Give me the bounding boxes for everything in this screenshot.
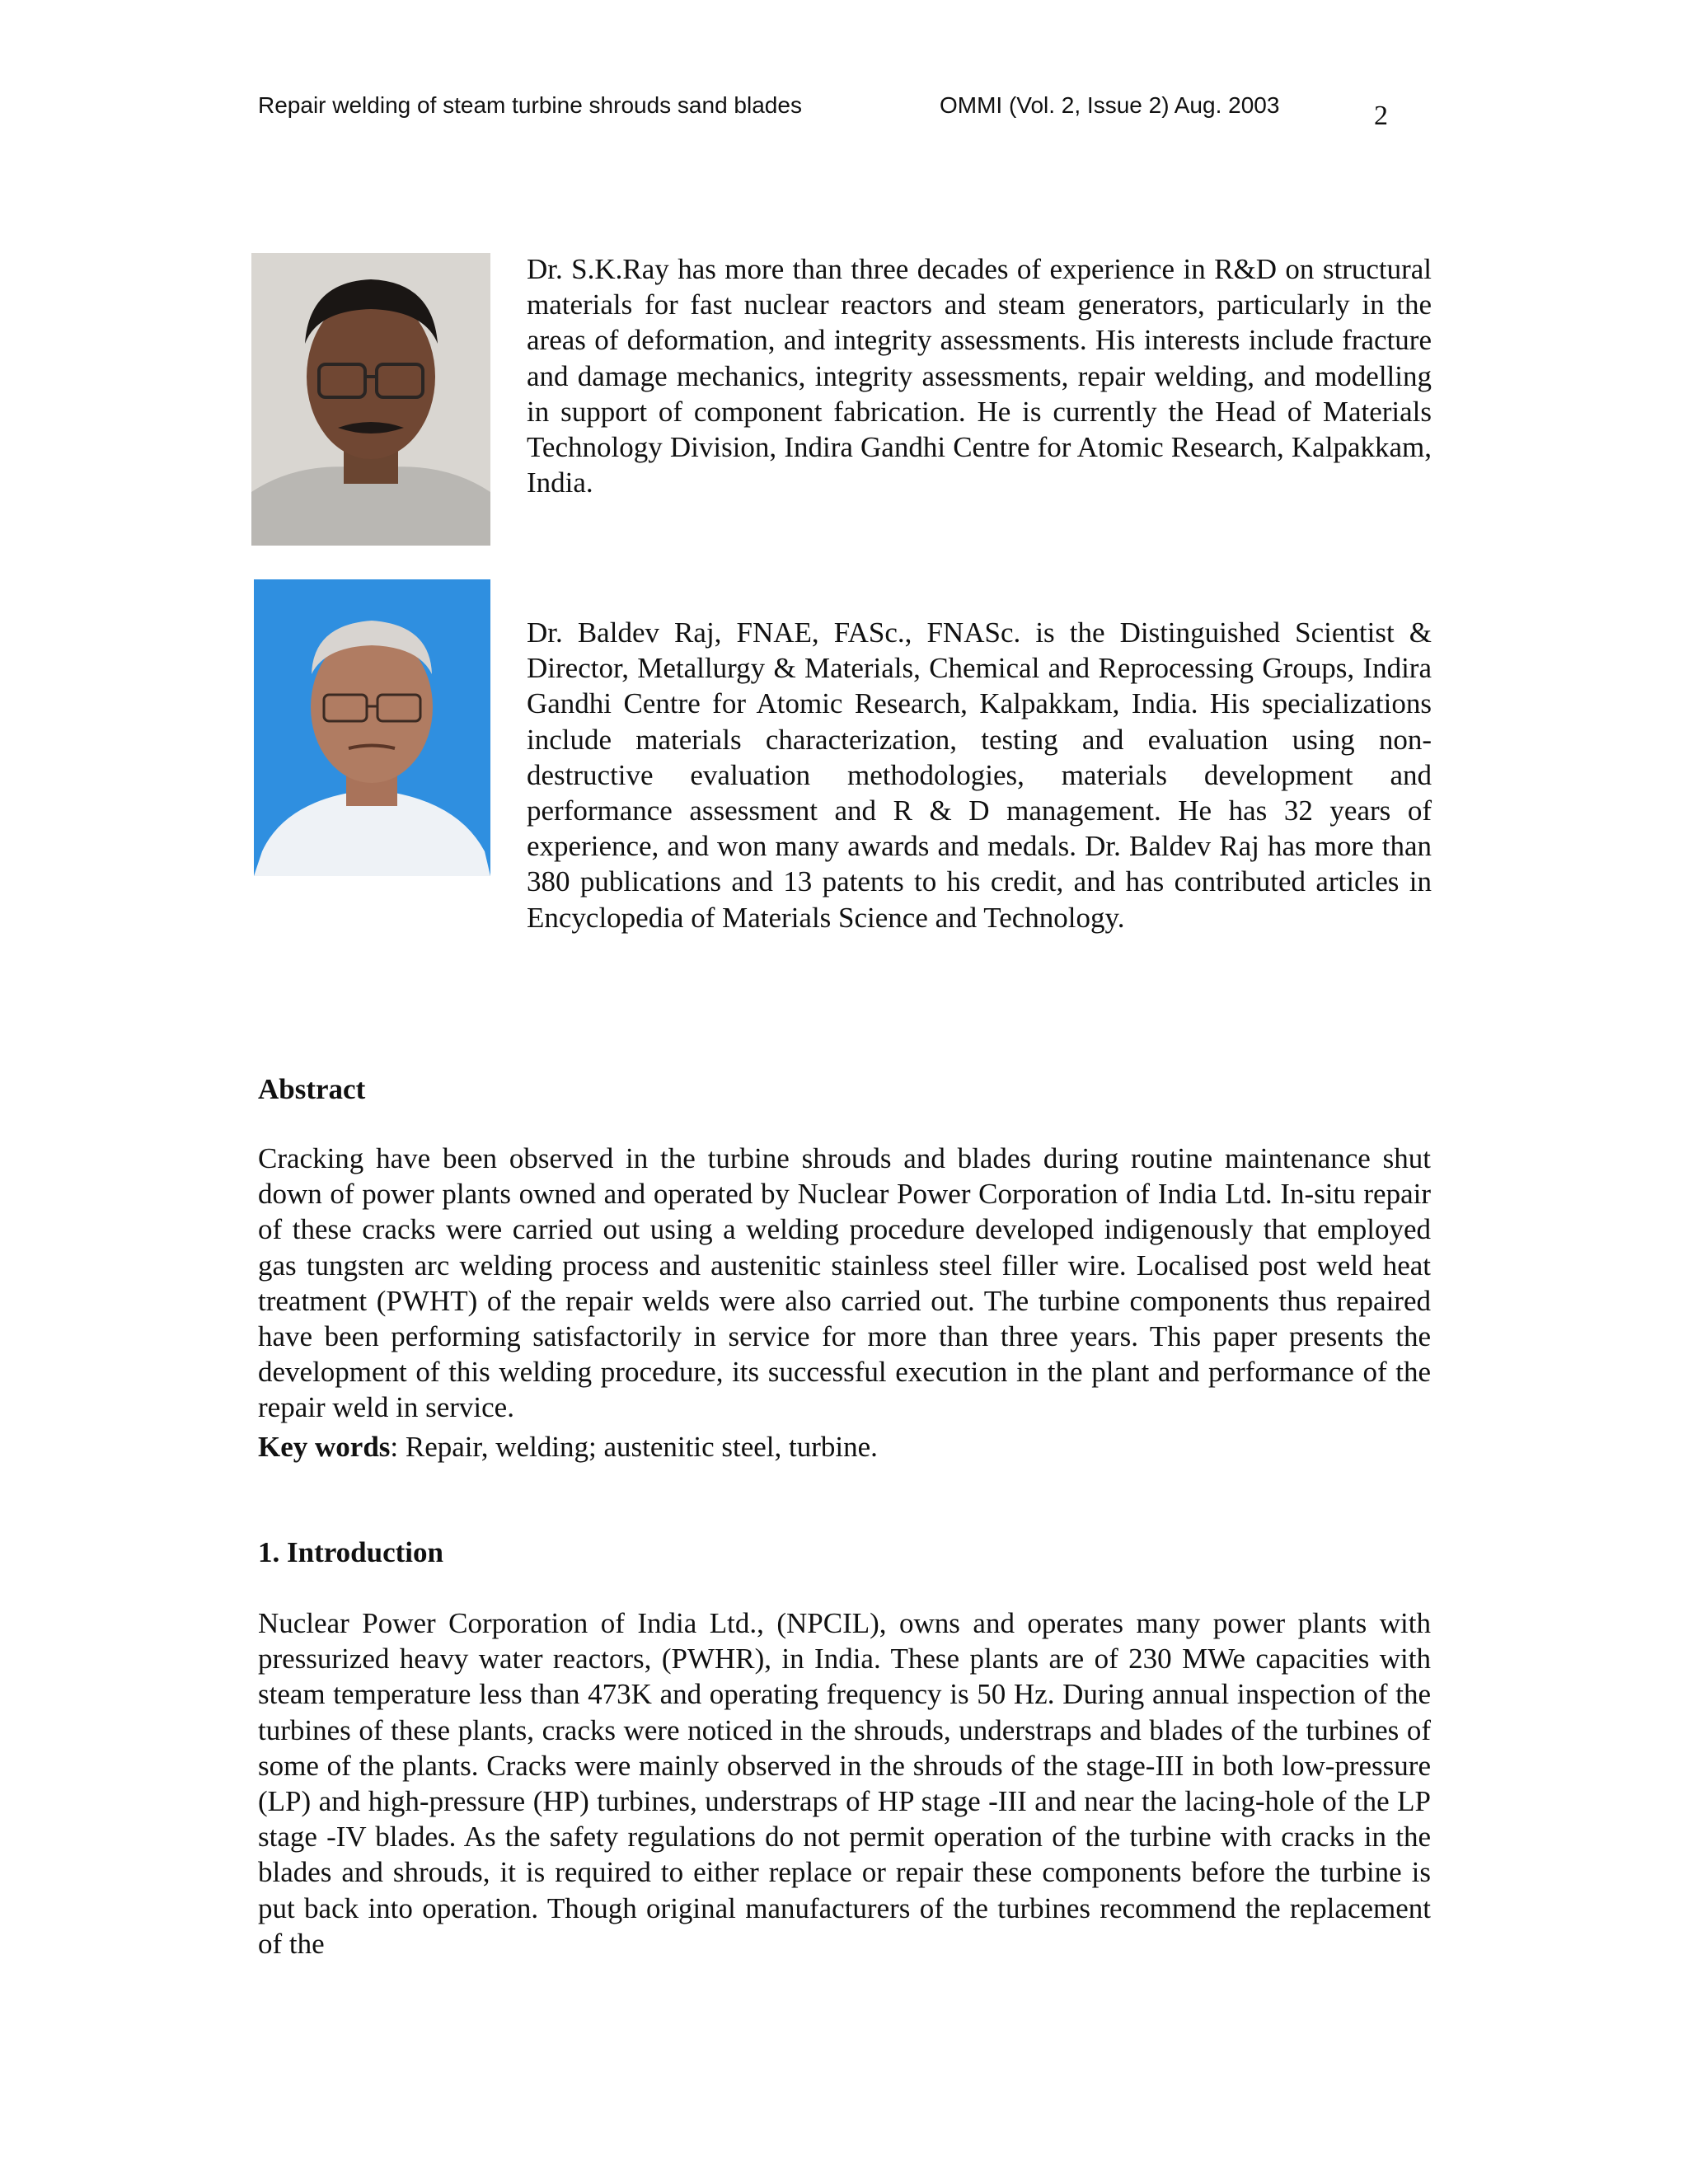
author-photo-ray (251, 253, 490, 546)
header-paper-title: Repair welding of steam turbine shrouds sand blades (258, 92, 802, 118)
author-photo-raj (254, 579, 490, 876)
header-journal-citation: OMMI (Vol. 2, Issue 2) Aug. 2003 (940, 92, 1280, 118)
abstract-heading: Abstract (258, 1073, 366, 1105)
author-bio-ray: Dr. S.K.Ray has more than three decades of experience in R&D on structural materials for fast nuclear reactors and steam generators, particularly in the areas of deformation, and integrity assessments. His interests include fracture and damage mechanics, integrity assessments, repair welding, and modelling in support of component fabrication. He is currently the Head of Materials Technology Division, Indira Gandhi Centre for Atomic Research, Kalpakkam, India. (527, 253, 1432, 499)
abstract-text: Cracking have been observed in the turbine shrouds and blades during routine maintenance shut down of power plants owned and operated by Nuclear Power Corporation of India Ltd. In-situ repair of these cracks were carried out using a welding procedure developed indigenously that employed gas tungsten arc welding process and austenitic stainless steel filler wire. Localised post weld heat treatment (PWHT) of the repair welds were also carried out. The turbine components thus repaired have been performing satisfactorily in service for more than three years. This paper presents the development of this welding procedure, its successful execution in the plant and performance of the repair weld in service. (258, 1142, 1431, 1424)
author-bio-raj: Dr. Baldev Raj, FNAE, FASc., FNASc. is the Distinguished Scientist & Director, Metallurgy & Materials, Chemical and Reprocessing Groups, Indira Gandhi Centre for Atomic Research, Kalpakkam, India. His specializations include materials characterization, testing and evaluation using non-destructive evaluation methodologies, materials development and performance assessment and R & D management. He has 32 years of experience, and won many awards and medals. Dr. Baldev Raj has more than 380 publications and 13 patents to his credit, and has contributed articles in Encyclopedia of Materials Science and Technology. (527, 616, 1432, 934)
introduction-heading: 1. Introduction (258, 1536, 443, 1568)
introduction-text: Nuclear Power Corporation of India Ltd., (NPCIL), owns and operates many power plants with pressurized heavy water reactors, (PWHR), in India. These plants are of 230 MWe capacities with steam temperature less than 473K and operating frequency is 50 Hz. During annual inspection of the turbines of these plants, cracks were noticed in the shrouds, understraps and blades of the turbines of some of the plants. Cracks were mainly observed in the shrouds of the stage-III in both low-pressure (LP) and high-pressure (HP) turbines, understraps of HP stage -III and near the lacing-hole of the LP stage -IV blades. As the safety regulations do not permit operation of the turbine with cracks in the blades and shrouds, it is required to either replace or repair these components before the turbine is put back into operation. Though original manufacturers of the turbines recommend the replacement of the (258, 1607, 1431, 1960)
keywords-text: : Repair, welding; austenitic steel, turbine. (390, 1431, 878, 1463)
keywords-line (258, 1429, 1431, 1465)
page-number: 2 (1374, 101, 1388, 131)
portrait-photo-icon (254, 579, 490, 876)
portrait-photo-icon (251, 253, 490, 546)
keywords-label: Key words (258, 1431, 391, 1463)
